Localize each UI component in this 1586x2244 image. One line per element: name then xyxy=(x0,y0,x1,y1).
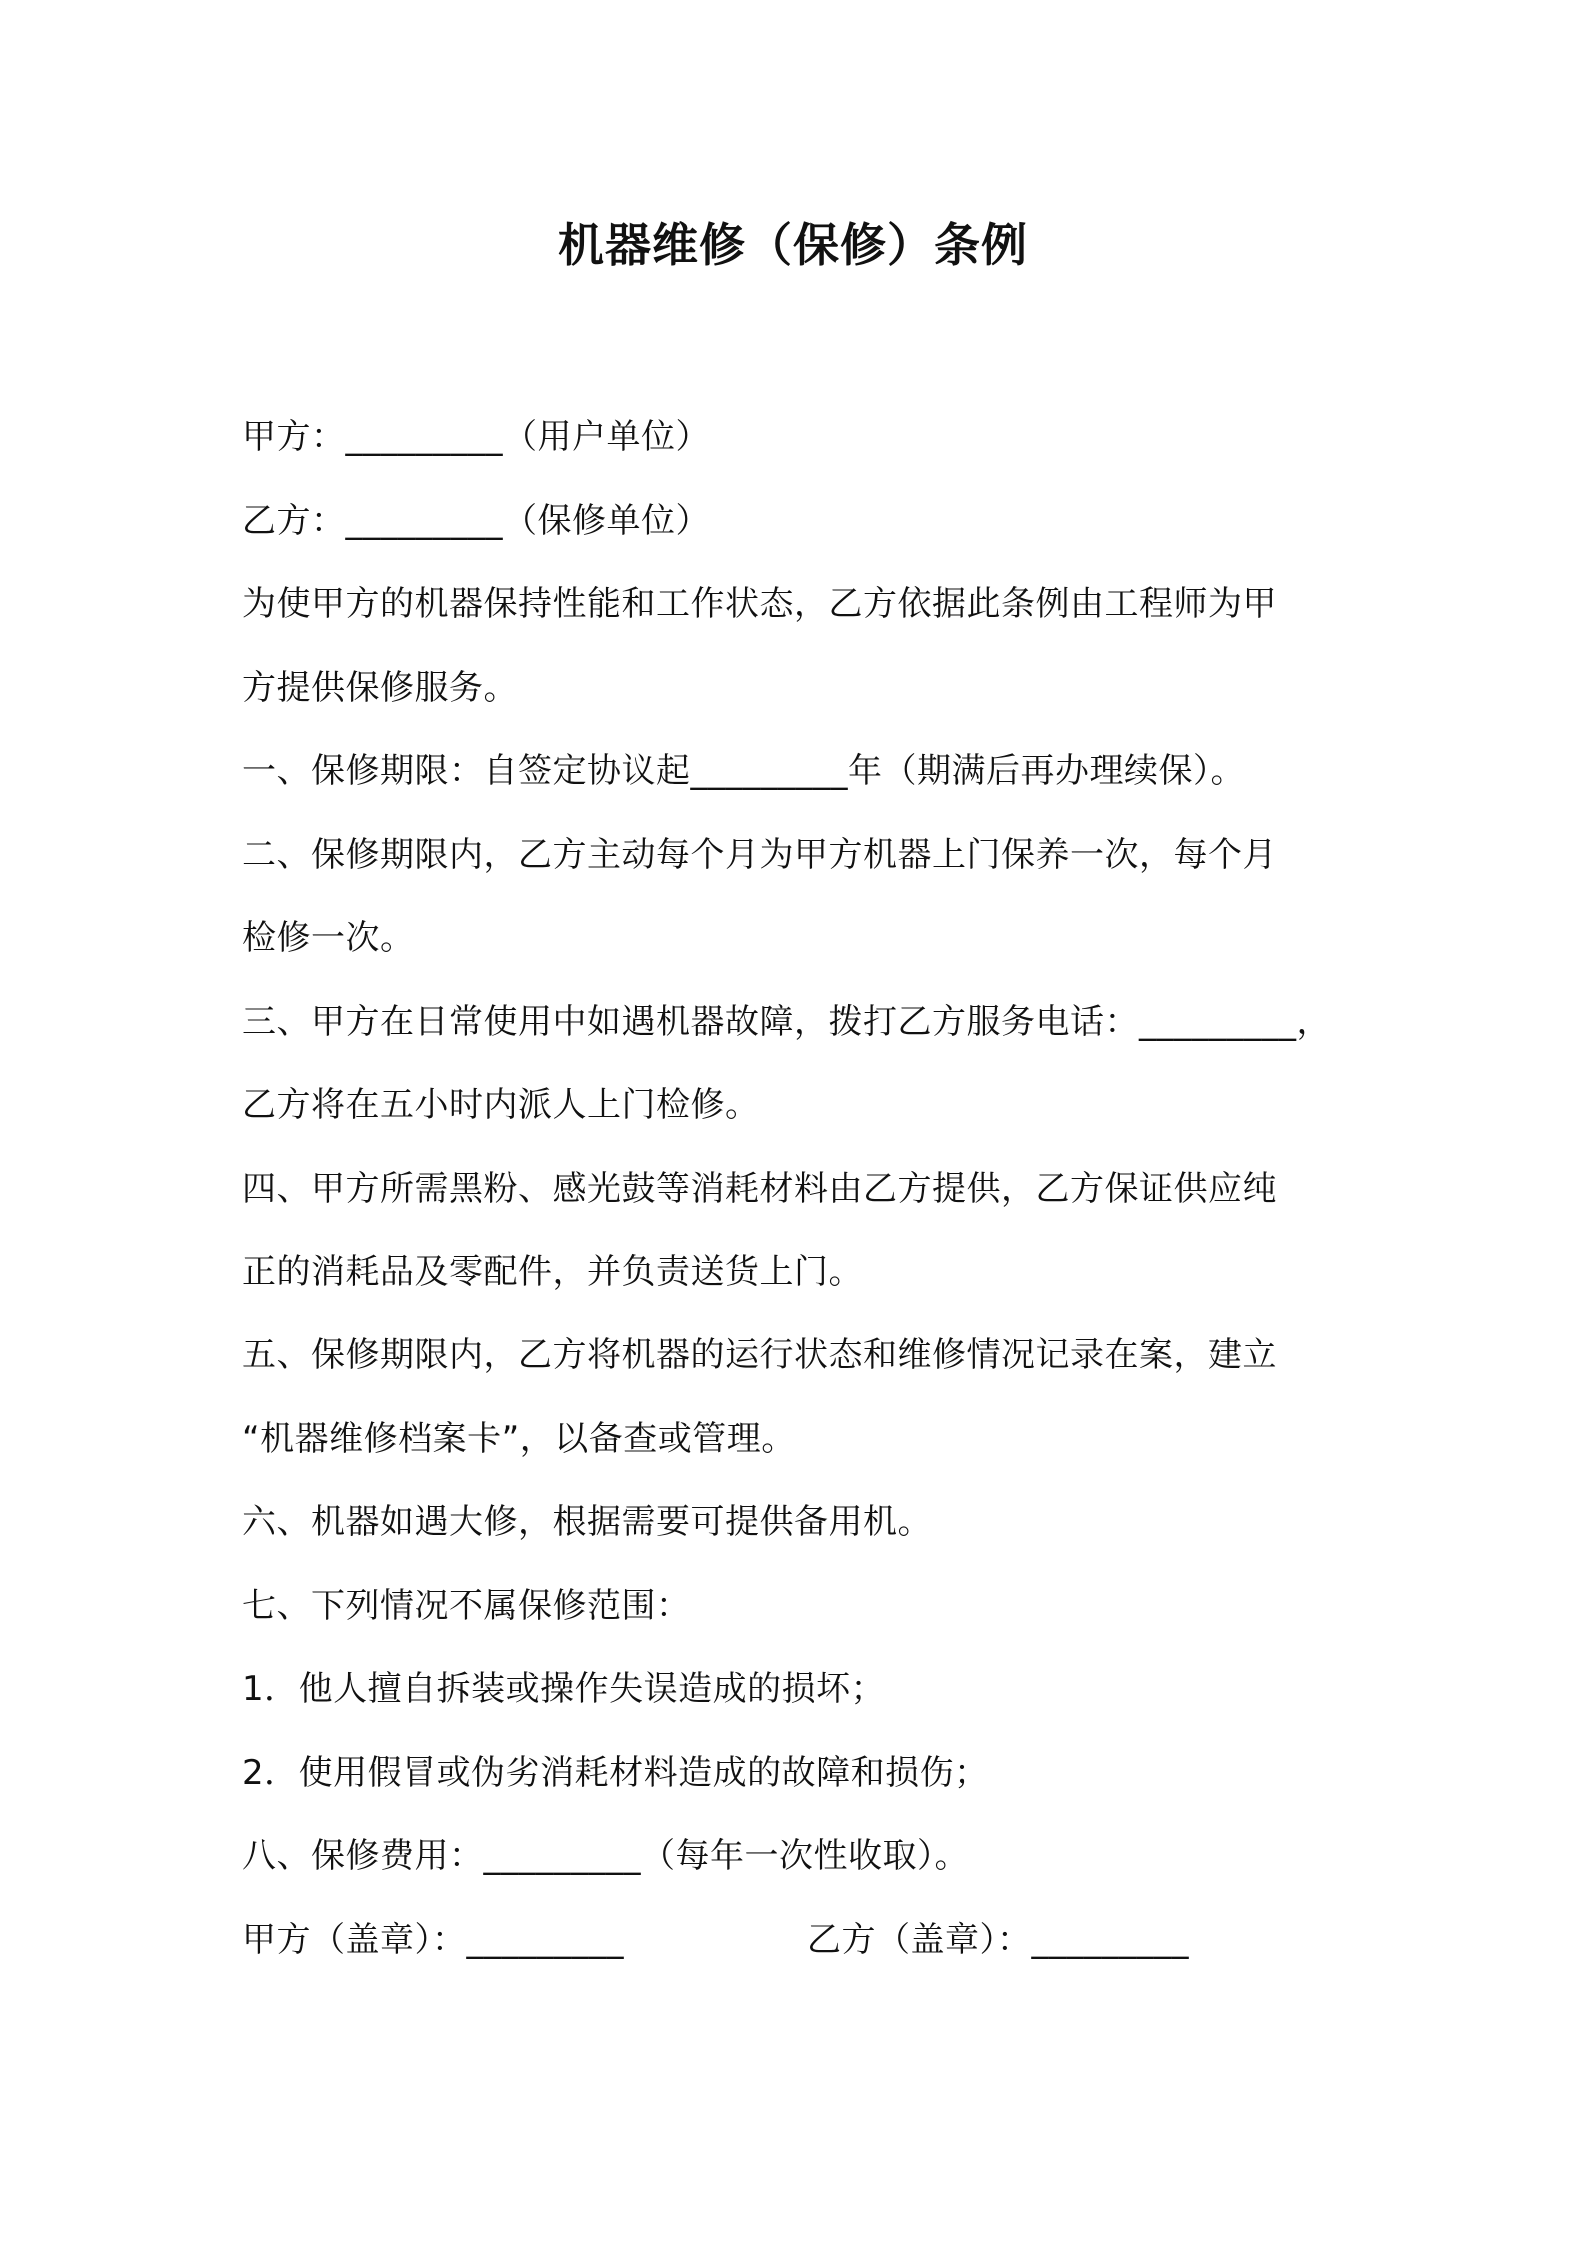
party-b-line: 乙方：_________（保修单位） xyxy=(242,501,710,541)
clause-5-line-1: 五、保修期限内，乙方将机器的运行状态和维修情况记录在案，建立 xyxy=(242,1335,1277,1375)
document-title: 机器维修（保修）条例 xyxy=(558,218,1028,272)
clause-3-line-2: 乙方将在五小时内派人上门检修。 xyxy=(242,1085,760,1125)
clause-8: 八、保修费用：_________（每年一次性收取）。 xyxy=(242,1836,969,1876)
clause-7-item-1: 1．他人擅自拆装或操作失误造成的损坏； xyxy=(242,1669,886,1709)
clause-2-line-2: 检修一次。 xyxy=(242,918,415,958)
clause-7-item-2: 2．使用假冒或伪劣消耗材料造成的故障和损伤； xyxy=(242,1753,989,1793)
signature-party-a: 甲方（盖章）：_________ xyxy=(242,1920,624,1960)
clause-4-line-1: 四、甲方所需黑粉、感光鼓等消耗材料由乙方提供，乙方保证供应纯 xyxy=(242,1169,1277,1209)
clause-5-line-2: “机器维修档案卡”，以备查或管理。 xyxy=(242,1419,796,1459)
intro-line-1: 为使甲方的机器保持性能和工作状态，乙方依据此条例由工程师为甲 xyxy=(242,584,1277,624)
intro-line-2: 方提供保修服务。 xyxy=(242,668,518,708)
signature-party-b: 乙方（盖章）：_________ xyxy=(807,1920,1189,1960)
clause-6: 六、机器如遇大修，根据需要可提供备用机。 xyxy=(242,1502,932,1542)
party-a-line: 甲方：_________（用户单位） xyxy=(242,417,710,457)
clause-1: 一、保修期限：自签定协议起_________年（期满后再办理续保）。 xyxy=(242,751,1245,791)
clause-2-line-1: 二、保修期限内，乙方主动每个月为甲方机器上门保养一次，每个月 xyxy=(242,835,1277,875)
clause-4-line-2: 正的消耗品及零配件，并负责送货上门。 xyxy=(242,1252,863,1292)
clause-3-line-1: 三、甲方在日常使用中如遇机器故障，拨打乙方服务电话：_________， xyxy=(242,1002,1331,1042)
clause-7: 七、下列情况不属保修范围： xyxy=(242,1586,691,1626)
